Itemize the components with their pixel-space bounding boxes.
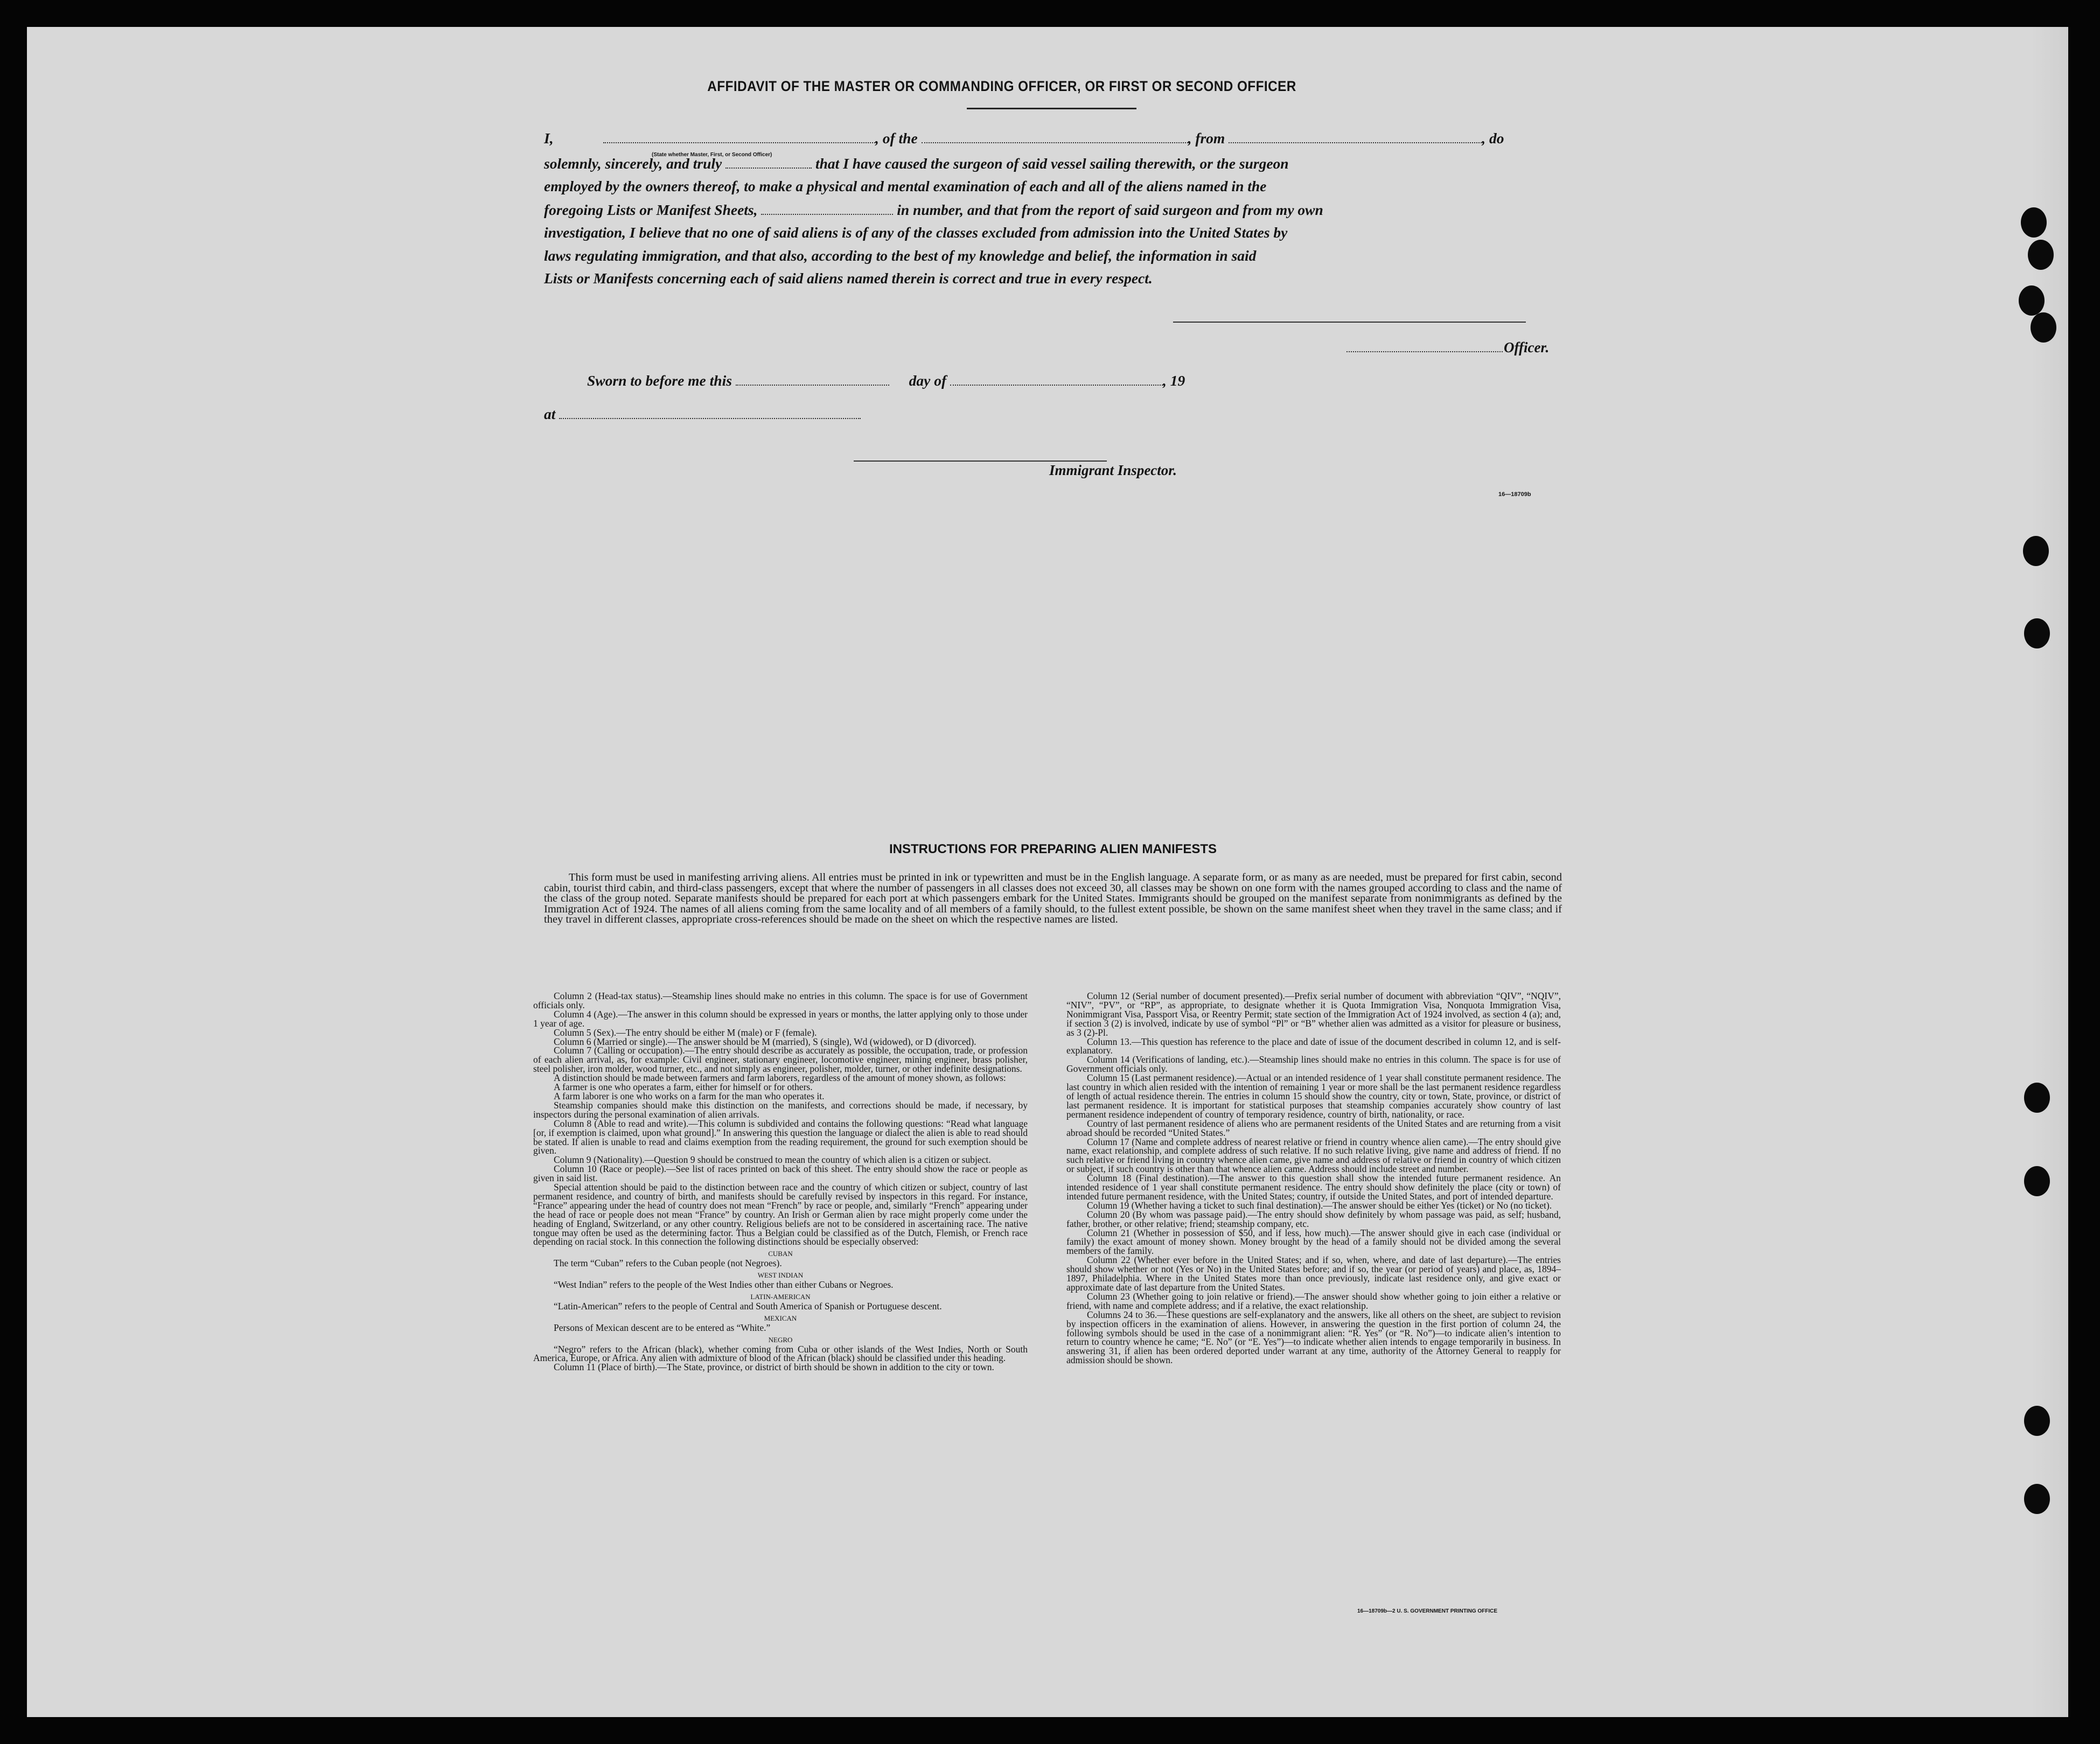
binder-hole <box>2021 207 2047 238</box>
aff-from: , from <box>1188 130 1225 147</box>
instruction-paragraph: Column 22 (Whether ever before in the United States; and if so, when, where, and date of last departure).—The entries should show whether or not (Yes or No) in the United States before; and if so, the year (or period of years) and place, as, 1894–1897, Philadelphia. Where in the United States more than once previously, indicate last residence only, and give exact or approximate date of last departure from the United States. <box>1066 1254 1561 1293</box>
port-from-field[interactable] <box>1229 129 1482 143</box>
instructions-left-column <box>533 992 1028 1372</box>
binder-hole <box>2019 285 2045 316</box>
binder-hole <box>2024 1083 2050 1113</box>
at-place-field[interactable] <box>559 405 861 419</box>
instruction-paragraph: Column 19 (Whether having a ticket to such final destination).—The answer should be either Yes (ticket) or No (no ticket). <box>1087 1199 1552 1211</box>
section-heading: LATIN-AMERICAN <box>750 1293 811 1301</box>
sworn-c: , 19 <box>1163 372 1185 389</box>
instruction-paragraph: A distinction should be made between farmers and farm laborers, regardless of the amount of money shown, as follows: <box>554 1072 1006 1084</box>
officer-rank-line[interactable] <box>1346 351 1503 352</box>
instruction-paragraph: Column 18 (Final destination).—The answer to this question shall show the intended future permanent residence. An intended residence of 1 year shall constitute permanent residence. The entry should show definitely the place (city or town) of intended future permanent residence, with the United States; country, if outside the United States, and port of intended departure. <box>1066 1173 1561 1202</box>
intro-paragraph: This form must be used in manifesting arriving aliens. All entries must be printed in ink or typewritten and must be in the English language. A separate form, or as many as are needed, must be prepared for first cabin, second cabin, tourist third cabin, and third-class passengers, except that where the number of passengers in all classes does not exceed 30, all classes may be shown on one form with the names grouped according to class and the name of the class of the group noted. Separate manifests should be prepared for each port at which passengers embark for the United States. Immigrants should be grouped on the manifest separate from nonimmigrants as defined by the Immigration Act of 1924. The names of all aliens coming from the same locality and of all members of a family should, to the fullest extent possible, be shown on the same manifest sheet when they travel in the same class; and if they travel in different classes, appropriate cross-references should be made on the sheet on which the respective names are listed. <box>544 871 1562 926</box>
instruction-paragraph: Special attention should be paid to the distinction between race and the country of which citizen or subject, country of last permanent residence, and country of birth, and manifests should be carefully revised by inspectors in this regard. For instance, “France” appearing under the head of country does not mean “French” by race or people, and, similarly “French” appearing under the head of race or people does not mean “France” by country. An Irish or German alien by race might properly come under the heading of England, Switzerland, or any other country. Religious beliefs are not to be considered in ascertaining race. The native tongue may often be used as the determining factor. Thus a Belgian could be classified as of the Dutch, Flemish, or French race depending on racial stock. In this connection the following distinctions should be especially observed: <box>533 1182 1028 1247</box>
instruction-paragraph: Column 21 (Whether in possession of $50, and if less, how much).—The answer should give in each case (individual or family) the exact amount of money shown. Money brought by the head of a family should not be divided among the several members of the family. <box>1066 1227 1561 1257</box>
instructions-title: INSTRUCTIONS FOR PREPARING ALIEN MANIFESTS <box>889 842 1217 856</box>
instruction-paragraph: Column 12 (Serial number of document presented).—Prefix serial number of document with abbreviation “QIV”, “NQIV”, “NIV”, “PV”, or “RP”, as appropriate, to designate whether it is Quota Immigration Visa, Nonquota Immigration Visa, Nonimmigrant Visa, Passport Visa, or Reentry Permit; state section of the Immigration Act of 1924 involved, as section 4 (a); and, if section 3 (2) is involved, indicate by use of symbol “Pl” or “B” whether alien was admitted as a visitor for pleasure or business, as 3 (2)-Pl. <box>1066 990 1561 1038</box>
instruction-paragraph: Persons of Mexican descent are to be entered as “White.” <box>554 1322 771 1333</box>
rank-note: (State whether Master, First, or Second Officer) <box>652 152 772 158</box>
binder-hole <box>2024 1406 2050 1436</box>
affidavit-line-7: Lists or Manifests concerning each of said aliens named therein is correct and true in every respect. <box>544 270 1153 287</box>
instruction-paragraph: A farm laborer is one who works on a farm for the man who operates it. <box>554 1090 825 1101</box>
sworn-month-field[interactable] <box>950 372 1163 386</box>
aff-l2a: solemnly, sincerely, and truly <box>544 155 722 172</box>
swear-field[interactable] <box>725 155 812 169</box>
sworn-day-field[interactable] <box>736 372 889 386</box>
sworn-line <box>544 372 1562 389</box>
instructions-intro <box>544 873 1562 925</box>
instruction-paragraph: Column 15 (Last permanent residence).—Actual or an intended residence of 1 year shall constitute permanent residence. The last country in which alien resided with the intention of remaining 1 year or more shall be the last permanent residence regardless of length of actual residence therein. The entries in column 15 should show the country, city or town, State, province, or district of last permanent residence. It is important for statistical purposes that steamship companies accurately show country of last permanent residence independent of country of temporary residence, country of birth, nationality, or race. <box>1066 1072 1561 1120</box>
inspector-signature-line[interactable] <box>854 461 1107 462</box>
section-heading: NEGRO <box>768 1335 793 1344</box>
instruction-paragraph: Column 2 (Head-tax status).—Steamship lines should make no entries in this column. The space is for use of Government officials only. <box>533 990 1028 1010</box>
affidavit-line-3: employed by the owners thereof, to make a physical and mental examination of each and all of the aliens named in the <box>544 178 1267 194</box>
instruction-paragraph: Column 8 (Able to read and write).—This column is subdivided and contains the following questions: “Read what language [or, if exemption is claimed, upon what ground].” In answering this question the language or dialect the alien is able to read should be stated. If alien is unable to read and claims exemption from the reading requirement, the ground for such exemption should be given. <box>533 1118 1028 1156</box>
affidavit-line-5: investigation, I believe that no one of said aliens is of any of the classes excluded from admission into the United States by <box>544 224 1288 241</box>
printing-office-footer: 16—18709b—2 U. S. GOVERNMENT PRINTING OFFICE <box>1357 1608 1498 1614</box>
form-number: 16—18709b <box>1498 491 1531 498</box>
title-rule <box>967 108 1136 109</box>
instruction-paragraph: Column 13.—This question has reference to the place and date of issue of the document described in column 12, and is self-explanatory. <box>1066 1036 1561 1056</box>
instruction-paragraph: Column 7 (Calling or occupation).—The entry should describe as accurately as possible, the occupation, trade, or profession of each alien arrival, as, for example: Civil engineer, stationary engineer, locomotive engineer, mining engineer, brass polisher, steel polisher, iron molder, wood turner, etc., and not simply as engineer, polisher, molder, turner, or other indefinite designations. <box>533 1045 1028 1075</box>
aff-i: I, <box>544 130 554 147</box>
binder-hole <box>2023 536 2049 566</box>
officer-rank-field[interactable] <box>603 129 875 143</box>
section-heading: WEST INDIAN <box>757 1271 804 1280</box>
binder-hole <box>2031 312 2056 343</box>
instruction-paragraph: “Negro” refers to the African (black), whether coming from Cuba or other islands of the West Indies, North or South America, Europe, or Africa. Any alien with admixture of blood of the African (black) should be classified under this heading. <box>533 1343 1028 1364</box>
binder-hole <box>2024 1166 2050 1196</box>
instruction-paragraph: Column 9 (Nationality).—Question 9 should be construed to mean the country of which alien is a citizen or subject. <box>554 1154 991 1166</box>
instruction-paragraph: Steamship companies should make this distinction on the manifests, and corrections should be made, if necessary, by inspectors during the personal examination of alien arrivals. <box>533 1099 1028 1120</box>
sheet-count-field[interactable] <box>761 201 893 215</box>
instruction-paragraph: Column 6 (Married or single).—The answer should be M (married), S (single), Wd (widowed), or D (divorced). <box>554 1036 976 1047</box>
aff-l4a: foregoing Lists or Manifest Sheets, <box>544 201 758 218</box>
instruction-paragraph: The term “Cuban” refers to the Cuban people (not Negroes). <box>554 1258 782 1269</box>
affidavit-line-4 <box>544 201 1562 219</box>
instruction-paragraph: Column 4 (Age).—The answer in this column should be expressed in years or months, the latter applying only to those under 1 year of age. <box>533 1008 1028 1029</box>
instruction-paragraph: Column 14 (Verifications of landing, etc.).—Steamship lines should make no entries in this column. The space is for use of Government officials only. <box>1066 1054 1561 1075</box>
section-heading: CUBAN <box>768 1250 793 1258</box>
instruction-paragraph: “West Indian” refers to the people of the West Indies other than either Cubans or Negroes. <box>554 1279 894 1290</box>
inspector-label: Immigrant Inspector. <box>1049 462 1177 478</box>
sworn-b: day of <box>909 372 947 389</box>
instruction-paragraph: Column 10 (Race or people).—See list of races printed on back of this sheet. The entry should show the race or people as given in said list. <box>533 1163 1028 1184</box>
aff-l4b: in number, and that from the report of said surgeon and from my own <box>897 201 1323 218</box>
instruction-paragraph: Country of last permanent residence of aliens who are permanent residents of the United States and are returning from a visit abroad should be recorded “United States.” <box>1066 1118 1561 1138</box>
section-heading: MEXICAN <box>764 1314 797 1322</box>
affidavit-line-2 <box>544 155 1562 172</box>
officer-label: Officer. <box>1504 339 1550 355</box>
instructions-right-column <box>1066 992 1561 1365</box>
binder-hole <box>2024 1484 2050 1514</box>
instruction-paragraph: Column 11 (Place of birth).—The State, province, or district of birth should be shown in addition to the city or town. <box>554 1362 994 1373</box>
instruction-paragraph: A farmer is one who operates a farm, either for himself or for others. <box>554 1082 813 1093</box>
aff-of-the: , of the <box>875 130 918 147</box>
binder-hole <box>2024 618 2050 648</box>
aff-do: , do <box>1482 130 1504 147</box>
aff-l2b: that I have caused the surgeon of said vessel sailing therewith, or the surgeon <box>815 155 1289 172</box>
instruction-paragraph: Column 17 (Name and complete address of nearest relative or friend in country whence alien came).—The entry should give name, exact relationship, and complete address of such relative. If no such relative living, give name and address of friend. If no such relative or friend living in country whence alien came, give name and address of relative or friend in country of which citizen or subject, if such country is other than that whence alien came. Address should include street and number. <box>1066 1136 1561 1175</box>
instruction-paragraph: Column 20 (By whom was passage paid).—The entry should show definitely by whom passage was paid, as self; husband, father, brother, or other relative; friend; steamship company, etc. <box>1066 1209 1561 1229</box>
instruction-paragraph: Columns 24 to 36.—These questions are self-explanatory and the answers, like all others on the sheet, are subject to revision by inspection officers in the examination of aliens. However, in answering the question in the first portion of column 24, the following symbols should be used in the case of a nonimmigrant alien: “R. Yes” (or “R. No”)—to indicate alien’s intention to return to country whence he came; “E. No” (or “E. Yes”)—to indicate whether alien intends to engage temporarily in business. In answering 31, if alien has been ordered deported under warrant at any time, authority of the Attorney General to reapply for admission should be shown. <box>1066 1309 1561 1366</box>
vessel-name-field[interactable] <box>922 129 1188 143</box>
affidavit-line-6: laws regulating immigration, and that also, according to the best of my knowledge and belief, the information in said <box>544 247 1257 264</box>
affidavit-title: AFFIDAVIT OF THE MASTER OR COMMANDING OFFICER, OR FIRST OR SECOND OFFICER <box>707 78 1296 94</box>
at-line <box>544 405 1562 423</box>
signature-line[interactable] <box>1173 322 1526 323</box>
sworn-a: Sworn to before me this <box>587 372 732 389</box>
affidavit-line-1 <box>544 129 1562 147</box>
instruction-paragraph: “Latin-American” refers to the people of Central and South America of Spanish or Portuguese descent. <box>554 1300 942 1312</box>
instruction-paragraph: Column 23 (Whether going to join relative or friend).—The answer should show whether going to join either a relative or friend, with name and complete address; and if a relative, the exact relationship. <box>1066 1290 1561 1311</box>
sheet-edge <box>2031 27 2068 1717</box>
binder-hole <box>2028 240 2054 270</box>
instruction-paragraph: Column 5 (Sex).—The entry should be either M (male) or F (female). <box>554 1027 817 1038</box>
at-label: at <box>544 406 556 422</box>
